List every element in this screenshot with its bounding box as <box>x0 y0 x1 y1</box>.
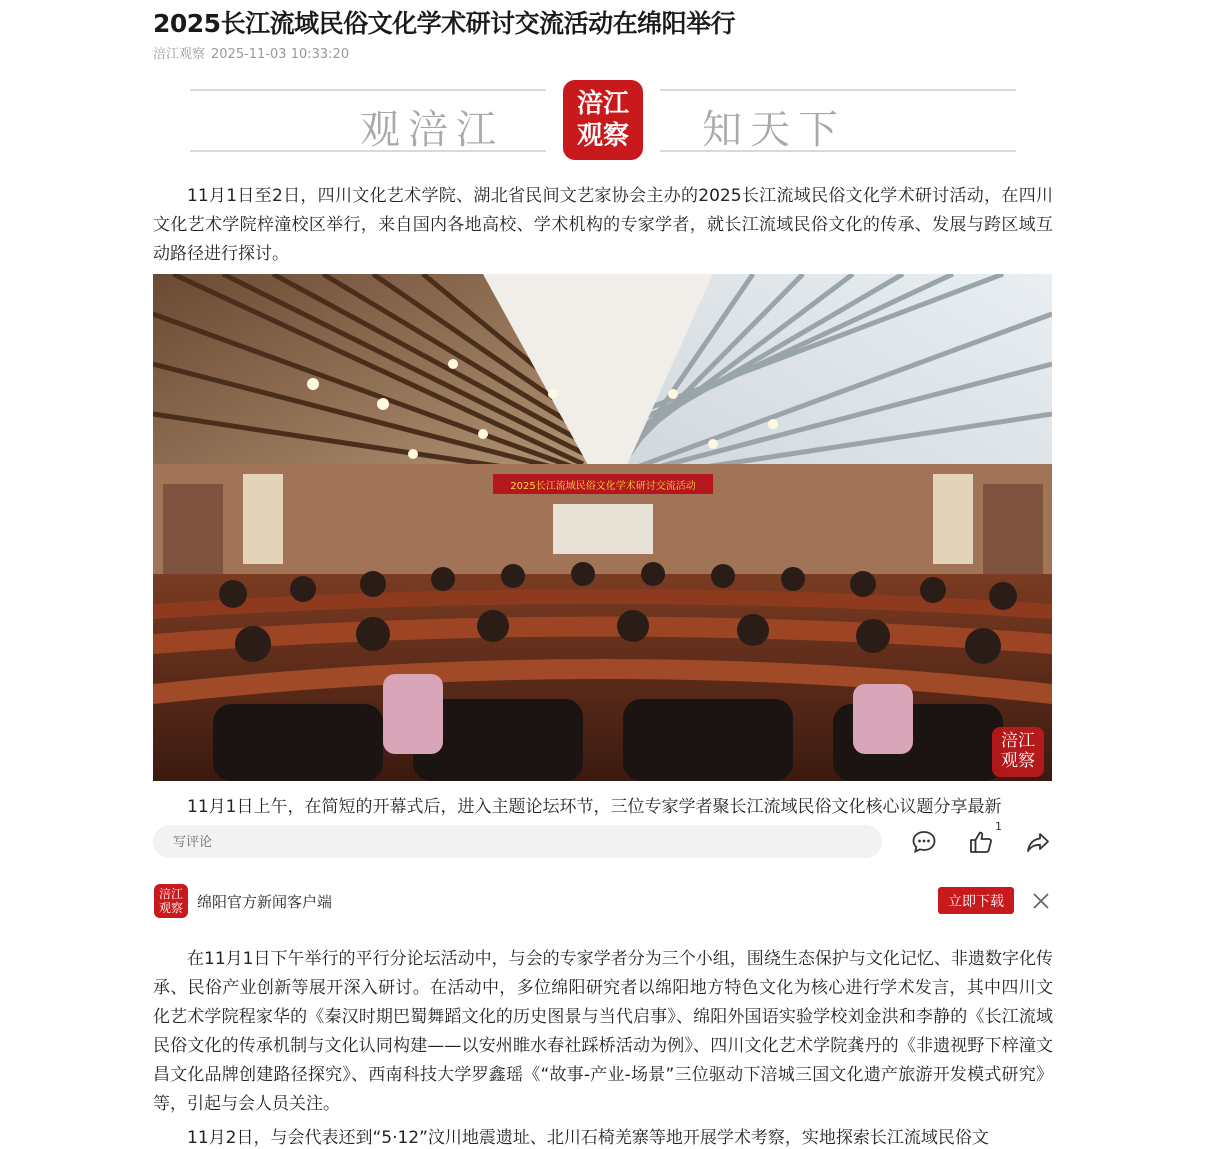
app-logo <box>154 884 188 918</box>
conference-hall-illustration <box>153 274 1052 781</box>
banner-divider-left <box>190 89 546 91</box>
banner-slogan-left: 观涪江 <box>360 107 504 153</box>
article-paragraph: 在11月1日下午举行的平行分论坛活动中，与会的专家学者分为三个小组，围绕生态保护与文化记忆、非遗数字化传承、民俗产业创新等展开深入研讨。在活动中，多位绵阳研究者以绵阳地方特色文化为核心进行学术发言，其中四川文化艺术学院程家华的《秦汉时期巴蜀舞蹈文化的历史图景与当代启事》、绵阳外国语实验学校刘金洪和李静的《长江流域民俗文化的传承机制与文化认同构建——以安州睢水春社踩桥活动为例》、四川文化艺术学院龚丹的《非遗视野下梓潼文昌文化品牌创建路径探究》、西南科技大学罗鑫瑶《“故事-产业-场景”三位驱动下涪城三国文化遗产旅游开发模式研究》等，引起与会人员关注。 <box>153 949 1053 1114</box>
article-title: 2025长江流域民俗文化学术研讨交流活动在绵阳举行 <box>153 9 736 38</box>
article-photo[interactable] <box>153 274 1052 781</box>
like-count: 1 <box>995 820 1002 833</box>
brand-logo-line2: 观察 <box>576 121 629 151</box>
thumbs-up-icon[interactable] <box>965 826 997 858</box>
app-logo-line2: 观察 <box>158 901 183 915</box>
article-source[interactable]: 涪江观察 <box>153 47 206 62</box>
close-icon[interactable] <box>1029 889 1053 913</box>
share-icon[interactable] <box>1022 826 1054 858</box>
article-meta <box>153 43 349 62</box>
comment-icon[interactable] <box>908 826 940 858</box>
stage-banner-text: 2025长江流域民俗文化学术研讨交流活动 <box>510 481 696 492</box>
comment-input[interactable] <box>153 825 882 858</box>
photo-watermark-line1: 涪江 <box>1001 731 1035 751</box>
banner-divider-right <box>660 89 1016 91</box>
app-name: 绵阳官方新闻客户端 <box>197 893 333 911</box>
download-button[interactable]: 立即下载 <box>938 887 1014 914</box>
photo-watermark <box>992 727 1044 777</box>
comment-input-bar[interactable] <box>153 825 882 858</box>
photo-watermark-line2: 观察 <box>1001 751 1035 771</box>
article-paragraph-partial: 11月2日，与会代表还到“5·12”汶川地震遗址、北川石椅羌寨等地开展学术考察，实地探索长江流域民俗文 <box>187 1128 989 1148</box>
article-paragraph-partial: 11月1日上午，在简短的开幕式后，进入主题论坛环节，三位专家学者聚长江流域民俗文化核心议题分享最新 <box>187 797 1002 817</box>
brand-banner <box>190 80 1016 162</box>
brand-logo-line1: 涪江 <box>576 89 629 119</box>
brand-logo <box>563 80 643 160</box>
app-logo-line1: 涪江 <box>158 887 183 901</box>
article-datetime: 2025-11-03 10:33:20 <box>211 47 350 62</box>
article-paragraph: 11月1日至2日，四川文化艺术学院、湖北省民间文艺家协会主办的2025长江流域民俗文化学术研讨活动，在四川文化艺术学院梓潼校区举行，来自国内各地高校、学术机构的专家学者，就长江流域民俗文化的传承、发展与跨区域互动路径进行探讨。 <box>153 186 1053 264</box>
banner-slogan-right: 知天下 <box>702 107 846 153</box>
